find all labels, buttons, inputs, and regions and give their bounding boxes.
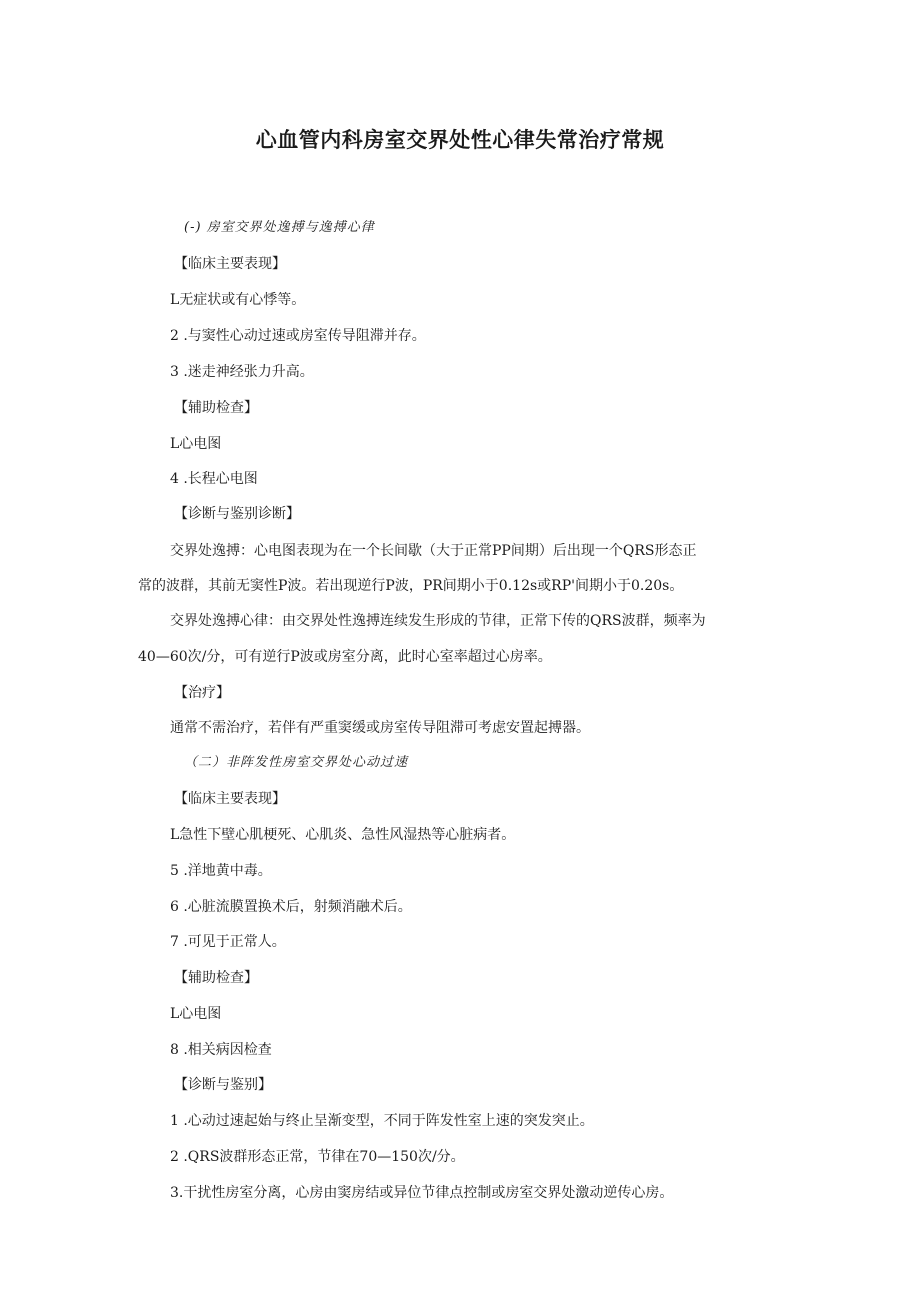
aux-header-2: 【辅助检查】 — [174, 970, 258, 986]
section-heading-1: (-) 房室交界处逸搏与逸搏心律 — [184, 220, 375, 235]
aux-item-1-2: 4 .长程心电图 — [170, 471, 258, 487]
aux-item-1-1: L心电图 — [170, 436, 222, 452]
clinical-item-2-4: 7 .可见于正常人。 — [170, 934, 286, 950]
clinical-item-2-2: 5 .洋地黄中毒。 — [170, 863, 272, 879]
treat-item-1: 通常不需治疗，若伴有严重窦缓或房室传导阻滞可考虑安置起搏器。 — [170, 720, 590, 736]
diag-paragraph-2-line-1: 交界处逸搏心律：由交界处性逸搏连续发生形成的节律，正常下传的QRS波群，频率为 — [170, 613, 706, 629]
clinical-item-1-1: L无症状或有心悸等。 — [170, 292, 306, 308]
page-title: 心血管内科房室交界处性心律失常治疗常规 — [255, 128, 665, 152]
diag-item-2-1: 1 .心动过速起始与终止呈渐变型，不同于阵发性室上速的突发突止。 — [170, 1113, 594, 1129]
diag-item-2-3: 3.干扰性房室分离，心房由窦房结或异位节律点控制或房室交界处激动逆传心房。 — [170, 1185, 674, 1201]
clinical-item-2-3: 6 .心脏流膜置换术后，射频消融术后。 — [170, 899, 412, 915]
aux-item-2-1: L心电图 — [170, 1006, 222, 1022]
diag-header-2: 【诊断与鉴别】 — [174, 1077, 272, 1093]
diag-paragraph-2-line-2: 40—60次/分，可有逆行P波或房室分离，此时心室率超过心房率。 — [138, 649, 552, 665]
diag-header-1: 【诊断与鉴别诊断】 — [174, 506, 300, 522]
clinical-item-1-2: 2 .与窦性心动过速或房室传导阻滞并存。 — [170, 328, 426, 344]
clinical-item-2-1: L急性下壁心肌梗死、心肌炎、急性风湿热等心脏病者。 — [170, 827, 516, 843]
diag-item-2-2: 2 .QRS波群形态正常，节律在70—150次/分。 — [170, 1149, 465, 1165]
diag-paragraph-1-line-1: 交界处逸搏：心电图表现为在一个长间歇（大于正常PP间期）后出现一个QRS形态正 — [170, 543, 697, 559]
section-heading-2: （二）非阵发性房室交界处心动过速 — [184, 755, 409, 770]
diag-paragraph-1-line-2: 常的波群，其前无窦性P波。若出现逆行P波，PR间期小于0.12s或RP'间期小于0.20s。 — [138, 578, 684, 594]
aux-item-2-2: 8 .相关病因检查 — [170, 1042, 272, 1058]
clinical-item-1-3: 3 .迷走神经张力升高。 — [170, 364, 314, 380]
treat-header-1: 【治疗】 — [174, 685, 230, 701]
clinical-header-1: 【临床主要表现】 — [174, 256, 286, 272]
aux-header-1: 【辅助检查】 — [174, 400, 258, 416]
clinical-header-2: 【临床主要表现】 — [174, 791, 286, 807]
